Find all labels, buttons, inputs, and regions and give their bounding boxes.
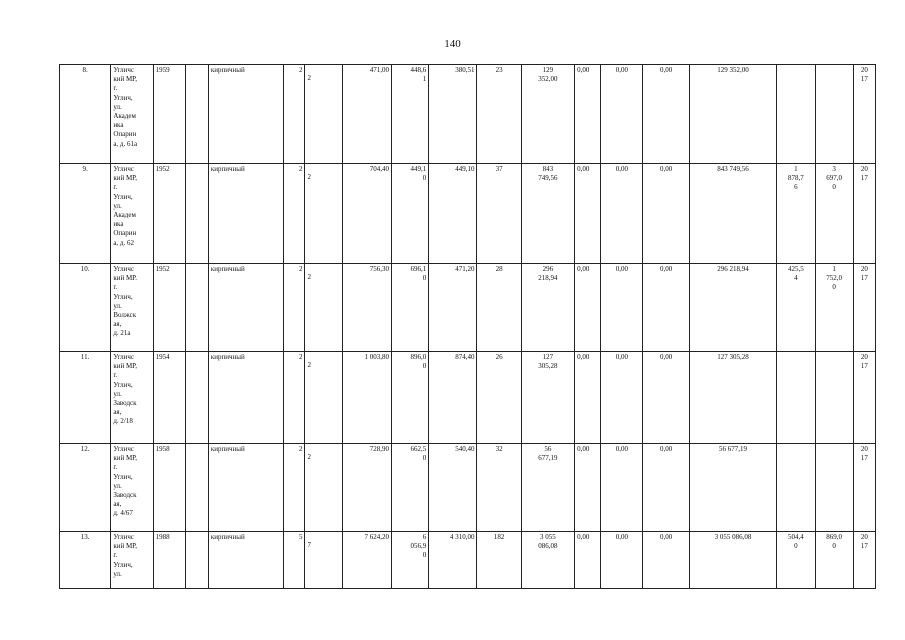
residential-area-cell: 540,40	[429, 444, 477, 532]
table-row	[60, 444, 876, 532]
row-number: 9.	[60, 164, 111, 264]
zero-cell: 0,00	[575, 444, 601, 532]
residential-area-cell: 4 310,00	[429, 532, 477, 589]
living-area-cell: 662,5 0	[391, 444, 428, 532]
table-row	[60, 164, 876, 264]
living-area-cell: 6 056,9 0	[391, 532, 428, 589]
zero-cell: 0,00	[575, 264, 601, 352]
amount-cell	[815, 444, 853, 532]
entrances-value: 2	[307, 173, 311, 181]
year-built-cell: 1958	[153, 444, 185, 532]
amount-cell	[777, 65, 815, 164]
empty-cell	[185, 352, 208, 444]
year-built-cell: 1952	[153, 164, 185, 264]
empty-cell	[185, 532, 208, 589]
entrances-cell	[305, 532, 342, 589]
entrances-value: 2	[307, 361, 311, 369]
table-row	[60, 65, 876, 164]
total-area-cell: 704,40	[342, 164, 391, 264]
total-area-cell: 728,90	[342, 444, 391, 532]
table-row	[60, 532, 876, 589]
floors-cell: 2	[284, 164, 305, 264]
completion-year-cell: 20 17	[853, 352, 875, 444]
living-area-cell: 896,0 0	[391, 352, 428, 444]
completion-year-cell: 20 17	[853, 164, 875, 264]
zero-cell: 0,00	[643, 264, 689, 352]
entrances-cell	[305, 352, 342, 444]
amount-cell: 1 752,0 0	[815, 264, 853, 352]
entrances-cell	[305, 264, 342, 352]
row-number: 10.	[60, 264, 111, 352]
total-cost-cell: 127 305,28	[689, 352, 777, 444]
zero-cell: 0,00	[601, 444, 643, 532]
empty-cell	[185, 65, 208, 164]
cost-cell: 56 677,19	[521, 444, 574, 532]
total-area-cell: 7 624,20	[342, 532, 391, 589]
address-cell: Угличс кий МР. г. Углич, ул. Волжск ая, д. 21а	[111, 264, 153, 352]
residents-cell: 182	[477, 532, 521, 589]
total-cost-cell: 129 352,00	[689, 65, 777, 164]
zero-cell: 0,00	[643, 444, 689, 532]
living-area-cell: 696,1 0	[391, 264, 428, 352]
zero-cell: 0,00	[575, 164, 601, 264]
year-built-cell: 1952	[153, 264, 185, 352]
housing-registry-table	[59, 64, 876, 589]
residential-area-cell: 380,51	[429, 65, 477, 164]
zero-cell: 0,00	[601, 164, 643, 264]
empty-cell	[185, 264, 208, 352]
amount-cell: 425,5 4	[777, 264, 815, 352]
zero-cell: 0,00	[575, 532, 601, 589]
table-row	[60, 264, 876, 352]
amount-cell	[777, 352, 815, 444]
zero-cell: 0,00	[601, 352, 643, 444]
entrances-value: 7	[307, 541, 311, 549]
cost-cell: 127 305,28	[521, 352, 574, 444]
zero-cell: 0,00	[601, 532, 643, 589]
cost-cell: 3 055 086,08	[521, 532, 574, 589]
completion-year-cell: 20 17	[853, 444, 875, 532]
total-cost-cell: 843 749,56	[689, 164, 777, 264]
floors-cell: 2	[284, 444, 305, 532]
zero-cell: 0,00	[643, 65, 689, 164]
cost-cell: 296 218,94	[521, 264, 574, 352]
wall-material-cell: кирпичный	[208, 164, 283, 264]
residents-cell: 26	[477, 352, 521, 444]
amount-cell	[815, 65, 853, 164]
completion-year-cell: 20 17	[853, 264, 875, 352]
amount-cell: 3 697,0 0	[815, 164, 853, 264]
entrances-cell	[305, 164, 342, 264]
zero-cell: 0,00	[643, 532, 689, 589]
zero-cell: 0,00	[575, 65, 601, 164]
address-cell: Угличс кий МР, г. Углич, ул.	[111, 532, 153, 589]
residents-cell: 37	[477, 164, 521, 264]
living-area-cell: 449,1 0	[391, 164, 428, 264]
zero-cell: 0,00	[643, 164, 689, 264]
entrances-value: 2	[307, 273, 311, 281]
amount-cell	[777, 444, 815, 532]
year-built-cell: 1988	[153, 532, 185, 589]
zero-cell: 0,00	[601, 264, 643, 352]
year-built-cell: 1959	[153, 65, 185, 164]
total-cost-cell: 56 677,19	[689, 444, 777, 532]
wall-material-cell: кирпичный	[208, 65, 283, 164]
residents-cell: 23	[477, 65, 521, 164]
completion-year-cell: 20 17	[853, 65, 875, 164]
zero-cell: 0,00	[643, 352, 689, 444]
entrances-cell	[305, 65, 342, 164]
cost-cell: 843 749,56	[521, 164, 574, 264]
floors-cell: 2	[284, 264, 305, 352]
wall-material-cell: кирпичный	[208, 532, 283, 589]
amount-cell	[815, 352, 853, 444]
address-cell: Угличс кий МР, г. Углич, ул. Академ ика Опарин а, д. 62	[111, 164, 153, 264]
cost-cell: 129 352,00	[521, 65, 574, 164]
page-number: 140	[444, 38, 461, 50]
residential-area-cell: 874,40	[429, 352, 477, 444]
total-cost-cell: 3 055 086,08	[689, 532, 777, 589]
amount-cell: 1 878,7 6	[777, 164, 815, 264]
year-built-cell: 1954	[153, 352, 185, 444]
completion-year-cell: 20 17	[853, 532, 875, 589]
residents-cell: 28	[477, 264, 521, 352]
wall-material-cell: кирпичный	[208, 444, 283, 532]
row-number: 8.	[60, 65, 111, 164]
total-area-cell: 756,30	[342, 264, 391, 352]
row-number: 12.	[60, 444, 111, 532]
entrances-value: 2	[307, 74, 311, 82]
wall-material-cell: кирпичный	[208, 352, 283, 444]
total-area-cell: 1 003,80	[342, 352, 391, 444]
amount-cell: 504,4 0	[777, 532, 815, 589]
wall-material-cell: кирпичный	[208, 264, 283, 352]
row-number: 13.	[60, 532, 111, 589]
floors-cell: 5	[284, 532, 305, 589]
residential-area-cell: 449,10	[429, 164, 477, 264]
entrances-value: 2	[307, 453, 311, 461]
total-cost-cell: 296 218,94	[689, 264, 777, 352]
residents-cell: 32	[477, 444, 521, 532]
address-cell: Угличс кий МР, г. Углич, ул. Академ ика Опарин а, д. 61а	[111, 65, 153, 164]
entrances-cell	[305, 444, 342, 532]
living-area-cell: 448,6 1	[391, 65, 428, 164]
row-number: 11.	[60, 352, 111, 444]
floors-cell: 2	[284, 65, 305, 164]
address-cell: Угличс кий МР, г. Углич, ул. Заводск ая, д. 4/67	[111, 444, 153, 532]
amount-cell: 869,0 0	[815, 532, 853, 589]
residential-area-cell: 471,20	[429, 264, 477, 352]
total-area-cell: 471,00	[342, 65, 391, 164]
zero-cell: 0,00	[575, 352, 601, 444]
empty-cell	[185, 444, 208, 532]
floors-cell: 2	[284, 352, 305, 444]
table-row	[60, 352, 876, 444]
address-cell: Угличс кий МР, г. Углич, ул. Заводск ая, д. 2/18	[111, 352, 153, 444]
empty-cell	[185, 164, 208, 264]
zero-cell: 0,00	[601, 65, 643, 164]
